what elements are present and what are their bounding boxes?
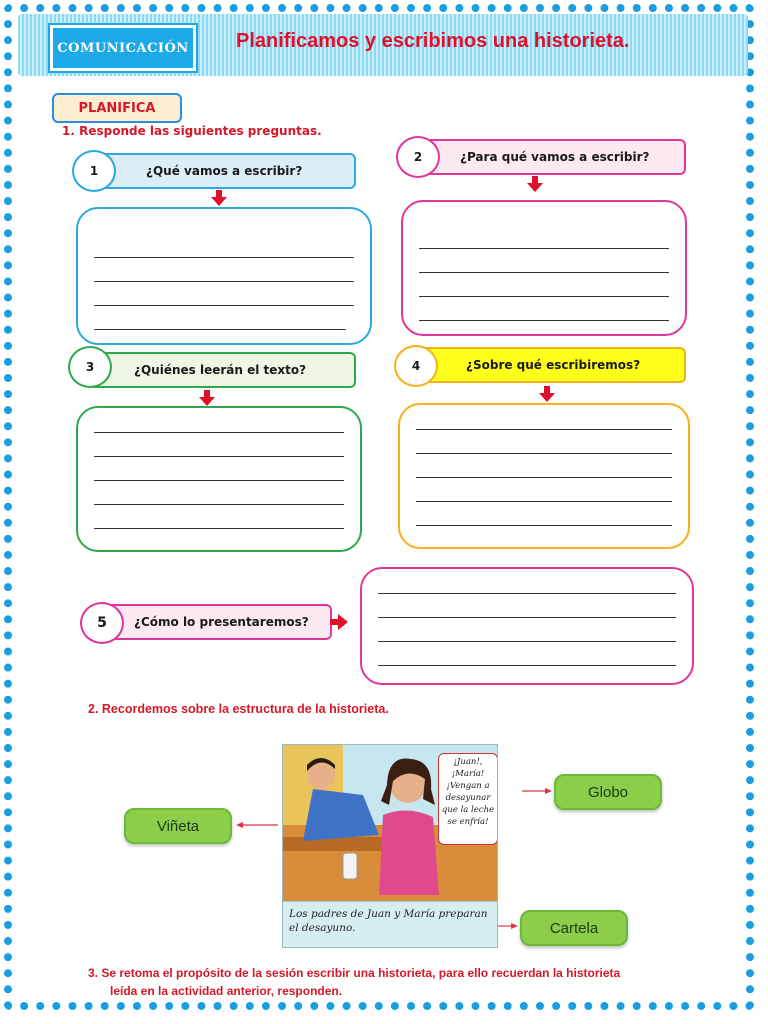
answer-box-2[interactable]	[401, 200, 687, 336]
question-5-number: 5	[80, 602, 124, 644]
comic-panel	[282, 744, 498, 948]
answer-box-1[interactable]	[76, 207, 372, 345]
question-1-number: 1	[72, 150, 116, 192]
answer-box-5[interactable]	[360, 567, 694, 685]
right-arrow-icon	[330, 614, 348, 630]
down-arrow-icon	[538, 386, 556, 402]
instruction-2: 2. Recordemos sobre la estructura de la historieta.	[88, 702, 389, 716]
answer-box-4[interactable]	[398, 403, 690, 549]
comic-caption: Los padres de Juan y María preparan el desayuno.	[283, 901, 497, 947]
label-cartela: Cartela	[520, 910, 628, 946]
question-4-number: 4	[394, 345, 438, 387]
question-3-box	[88, 352, 356, 388]
question-5-text: ¿Cómo lo presentaremos?	[134, 615, 309, 629]
page-title: Planificamos y escribimos una historieta.	[236, 30, 630, 52]
label-vineta: Viñeta	[124, 808, 232, 844]
question-4-box	[414, 347, 686, 383]
question-2-text: ¿Para qué vamos a escribir?	[460, 150, 650, 164]
question-2-box	[414, 139, 686, 175]
instruction-1: 1. Responde las siguientes preguntas.	[62, 124, 322, 138]
question-3-number: 3	[68, 346, 112, 388]
question-2-number: 2	[396, 136, 440, 178]
down-arrow-icon	[526, 176, 544, 192]
question-5-box	[100, 604, 332, 640]
question-4-text: ¿Sobre qué escribiremos?	[466, 358, 641, 372]
instruction-3-line2: leída en la actividad anterior, responden.	[110, 984, 343, 998]
down-arrow-icon	[210, 190, 228, 206]
subject-badge: COMUNICACIÓN	[50, 25, 196, 71]
answer-box-3[interactable]	[76, 406, 362, 552]
speech-balloon: ¡Juan!, ¡María! ¡Vengan a desayunar que la leche se enfría!	[438, 753, 498, 845]
question-1-text: ¿Qué vamos a escribir?	[146, 164, 303, 178]
planifica-tag: PLANIFICA	[52, 93, 182, 123]
question-1-box	[92, 153, 356, 189]
instruction-3-line1: 3. Se retoma el propósito de la sesión escribir una historieta, para ello recuerdan la historieta	[88, 966, 621, 980]
question-3-text: ¿Quiénes leerán el texto?	[134, 363, 307, 377]
label-globo: Globo	[554, 774, 662, 810]
down-arrow-icon	[198, 390, 216, 406]
